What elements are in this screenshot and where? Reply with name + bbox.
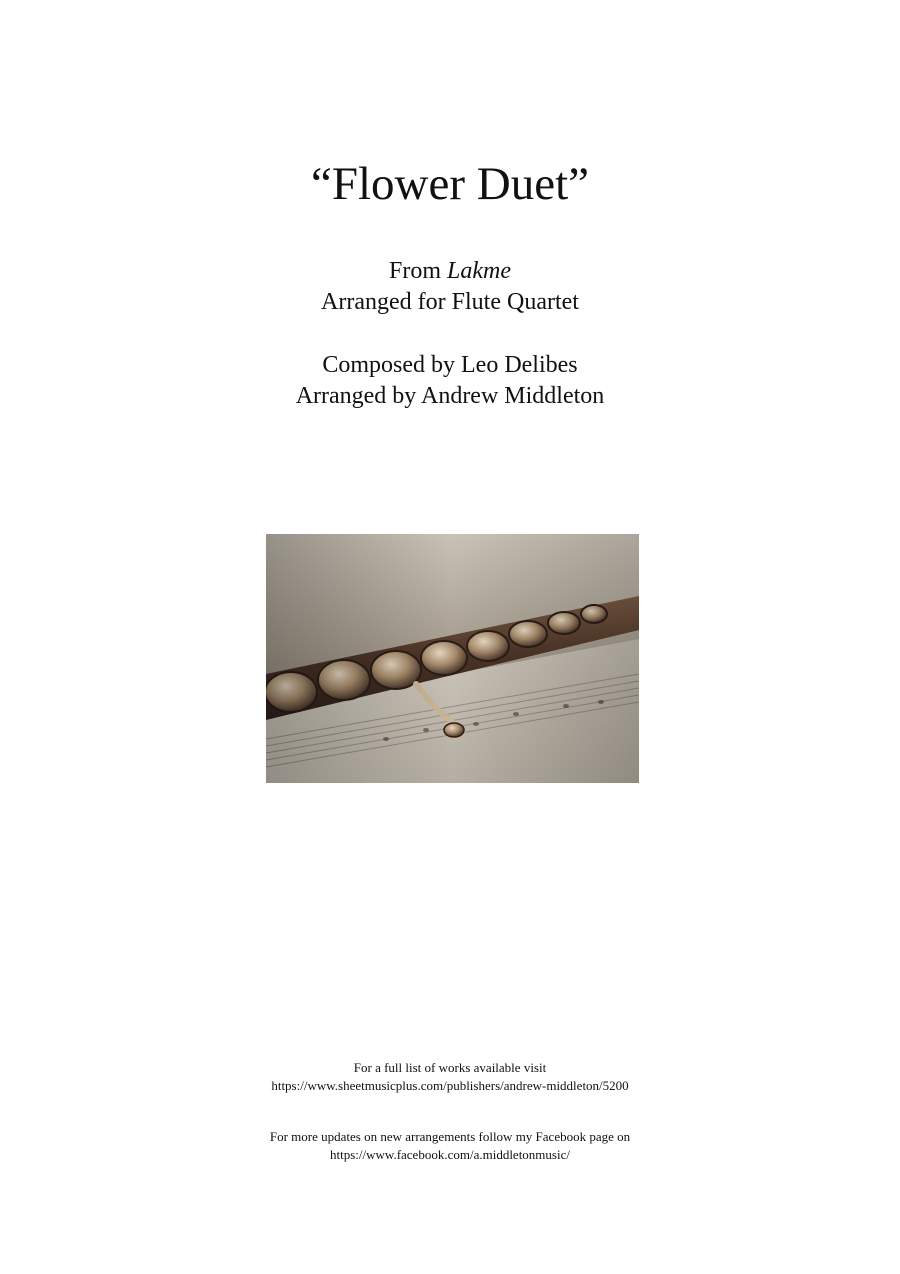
source-work-line bbox=[0, 256, 900, 287]
works-notice bbox=[0, 1059, 900, 1095]
flute-photo-illustration bbox=[266, 534, 639, 783]
facebook-notice-text: For more updates on new arrangements follow my Facebook page on bbox=[269, 1129, 631, 1144]
credits-block bbox=[0, 350, 900, 412]
facebook-link[interactable]: https://www.facebook.com/a.middletonmusic/ bbox=[330, 1147, 570, 1162]
works-notice-text: For a full list of works available visit bbox=[353, 1060, 547, 1075]
source-work-title: Lakme bbox=[447, 258, 511, 284]
works-link[interactable]: https://www.sheetmusicplus.com/publishers/andrew-middleton/5200 bbox=[271, 1078, 629, 1093]
composer-credit: Composed by Leo Delibes bbox=[322, 352, 578, 378]
source-work-prefix: From bbox=[389, 258, 448, 284]
page-title: “Flower Duet” bbox=[311, 158, 589, 210]
subtitle-block bbox=[0, 256, 900, 318]
flute-photo bbox=[266, 534, 639, 783]
instrumentation-line: Arranged for Flute Quartet bbox=[321, 289, 579, 315]
facebook-notice bbox=[0, 1128, 900, 1164]
arranger-credit: Arranged by Andrew Middleton bbox=[295, 383, 605, 409]
